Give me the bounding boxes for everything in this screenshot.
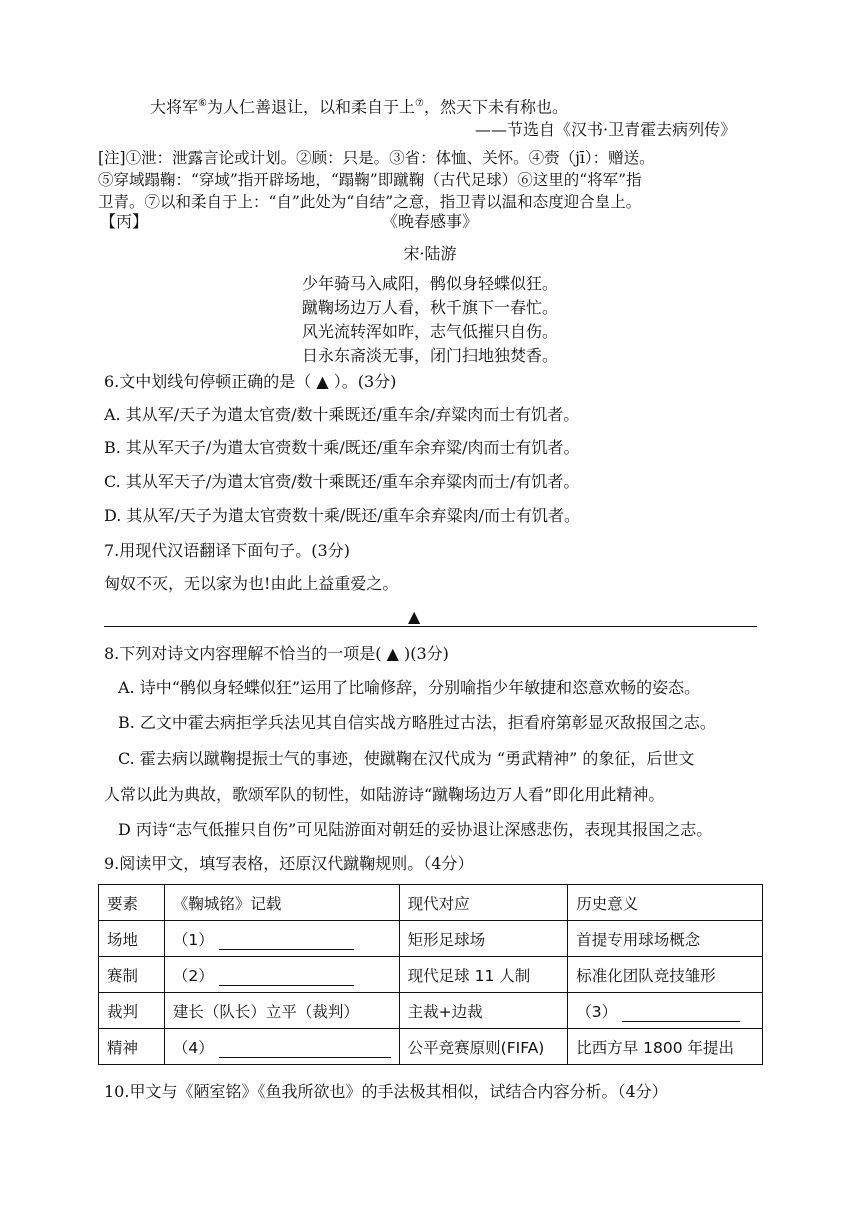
- table-header-row: [99, 885, 763, 921]
- poem-line: 日永东斋淡无事，闭门扫地独焚香。: [301, 346, 558, 365]
- fill-cell-2[interactable]: （2）: [164, 957, 399, 993]
- table-cell: 公平竞赛原则(FIFA): [399, 1029, 568, 1065]
- q8-option-c-cont: 人常以此为典故，歌颂军队的韧性，如陆游诗“蹴鞠场边万人看”即化用此精神。: [104, 785, 665, 804]
- table-header-cell: 要素: [99, 885, 165, 921]
- table-cell: 裁判: [99, 993, 165, 1029]
- table-header-cell: 历史意义: [568, 885, 763, 921]
- blank-line[interactable]: [219, 1043, 391, 1058]
- table-cell: 矩形足球场: [399, 921, 568, 957]
- q6-option-d: D. 其从军/天子为遣太官赍数十乘/既还/重车余弃粱肉/而士有饥者。: [104, 506, 580, 525]
- answer-line[interactable]: [104, 626, 757, 627]
- q6-option-a: A. 其从军/天子为遣太官赍/数十乘既还/重车余/弃粱肉而士有饥者。: [104, 405, 580, 424]
- q6-option-b: B. 其从军天子/为遣太官赍数十乘/既还/重车余弃粱/肉而士有饥者。: [104, 438, 580, 457]
- q8-option-d: D 丙诗“志气低摧只自伤”可见陆游面对朝廷的妥协退让深感悲伤，表现其报国之志。: [118, 820, 713, 839]
- table-cell: 建长（队长）立平（裁判）: [164, 993, 399, 1029]
- q7-sentence: 匈奴不灭，无以家为也!由此上益重爱之。: [104, 574, 399, 593]
- question-6-stem: 6.文中划线句停顿正确的是（ ▲ ）。(3分): [104, 372, 397, 391]
- fill-cell-1[interactable]: （1）: [164, 921, 399, 957]
- blank-line[interactable]: [219, 935, 354, 950]
- poem-author: 宋·陆游: [403, 244, 457, 263]
- q7-answer-mark: ▲: [408, 607, 421, 626]
- q8-option-b: B. 乙文中霍去病拒学兵法见其自信实战方略胜过古法，拒看府第彰显灭敌报国之志。: [118, 713, 716, 732]
- table-cell: 主裁+边裁: [399, 993, 568, 1029]
- table-row: [99, 993, 763, 1029]
- passage-line: 大将军⑥为人仁善退让，以和柔自于上⑦，然天下未有称也。: [150, 97, 568, 117]
- table-cell: 精神: [99, 1029, 165, 1065]
- table-cell: 现代足球 11 人制: [399, 957, 568, 993]
- poem-line: 风光流转浑如昨，志气低摧只自伤。: [301, 322, 558, 341]
- q8-option-a: A. 诗中“鹘似身轻蝶似狂”运用了比喻修辞，分别喻指少年敏捷和恣意欢畅的姿态。: [118, 678, 701, 697]
- question-10-stem: 10.甲文与《陋室铭》《鱼我所欲也》的手法极其相似，试结合内容分析。（4分）: [104, 1082, 668, 1101]
- question-9-stem: 9.阅读甲文，填写表格，还原汉代蹴鞠规则。（4分）: [104, 854, 474, 873]
- poem-line: 少年骑马入咸阳，鹘似身轻蝶似狂。: [301, 274, 558, 293]
- q8-option-c: C. 霍去病以蹴鞠提振士气的事迹，使蹴鞠在汉代成为 “勇武精神” 的象征，后世文: [118, 749, 695, 768]
- fill-cell-3[interactable]: （3）: [568, 993, 763, 1029]
- fill-cell-4[interactable]: （4）: [164, 1029, 399, 1065]
- poem-line: 蹴鞠场边万人看，秋千旗下一春忙。: [301, 298, 558, 317]
- note-line-3: 卫青。⑦以和柔自于上：“自”此处为“自结”之意，指卫青以温和态度迎合皇上。: [98, 193, 642, 211]
- note-mark-6: ⑥: [198, 98, 207, 109]
- q6-option-c: C. 其从军天子/为遣太官赍/数十乘既还/重车余弃粱肉而士/有饥者。: [104, 472, 580, 491]
- note-line-1: [注]①泄：泄露言论或计划。②顾：只是。③省：体恤、关怀。④赍（jī）：赠送。: [98, 149, 655, 167]
- question-8-stem: 8.下列对诗文内容理解不恰当的一项是( ▲ )(3分): [104, 644, 449, 663]
- table-header-cell: 现代对应: [399, 885, 568, 921]
- table-header-cell: 《鞠城铭》记载: [164, 885, 399, 921]
- question-7-stem: 7.用现代汉语翻译下面句子。(3分): [104, 541, 350, 560]
- note-mark-7: ⑦: [415, 98, 424, 109]
- table-row: [99, 921, 763, 957]
- passage-source: ——节选自《汉书·卫青霍去病列传》: [475, 120, 737, 139]
- table-cell: 赛制: [99, 957, 165, 993]
- section-label-c: 【丙】: [100, 212, 149, 231]
- rules-table: [98, 884, 763, 1065]
- table-cell: 标准化团队竞技雏形: [568, 957, 763, 993]
- table-cell: 场地: [99, 921, 165, 957]
- table-cell: 比西方早 1800 年提出: [568, 1029, 763, 1065]
- table-cell: 首提专用球场概念: [568, 921, 763, 957]
- blank-line[interactable]: [622, 1007, 740, 1022]
- note-line-2: ⑤穿域蹋鞠：“穿域”指开辟场地，“蹋鞠”即蹴鞠（古代足球）⑥这里的“将军”指: [98, 171, 642, 189]
- table-row: [99, 1029, 763, 1065]
- poem-title: 《晚春感事》: [381, 212, 478, 231]
- table-row: [99, 957, 763, 993]
- blank-line[interactable]: [219, 971, 354, 986]
